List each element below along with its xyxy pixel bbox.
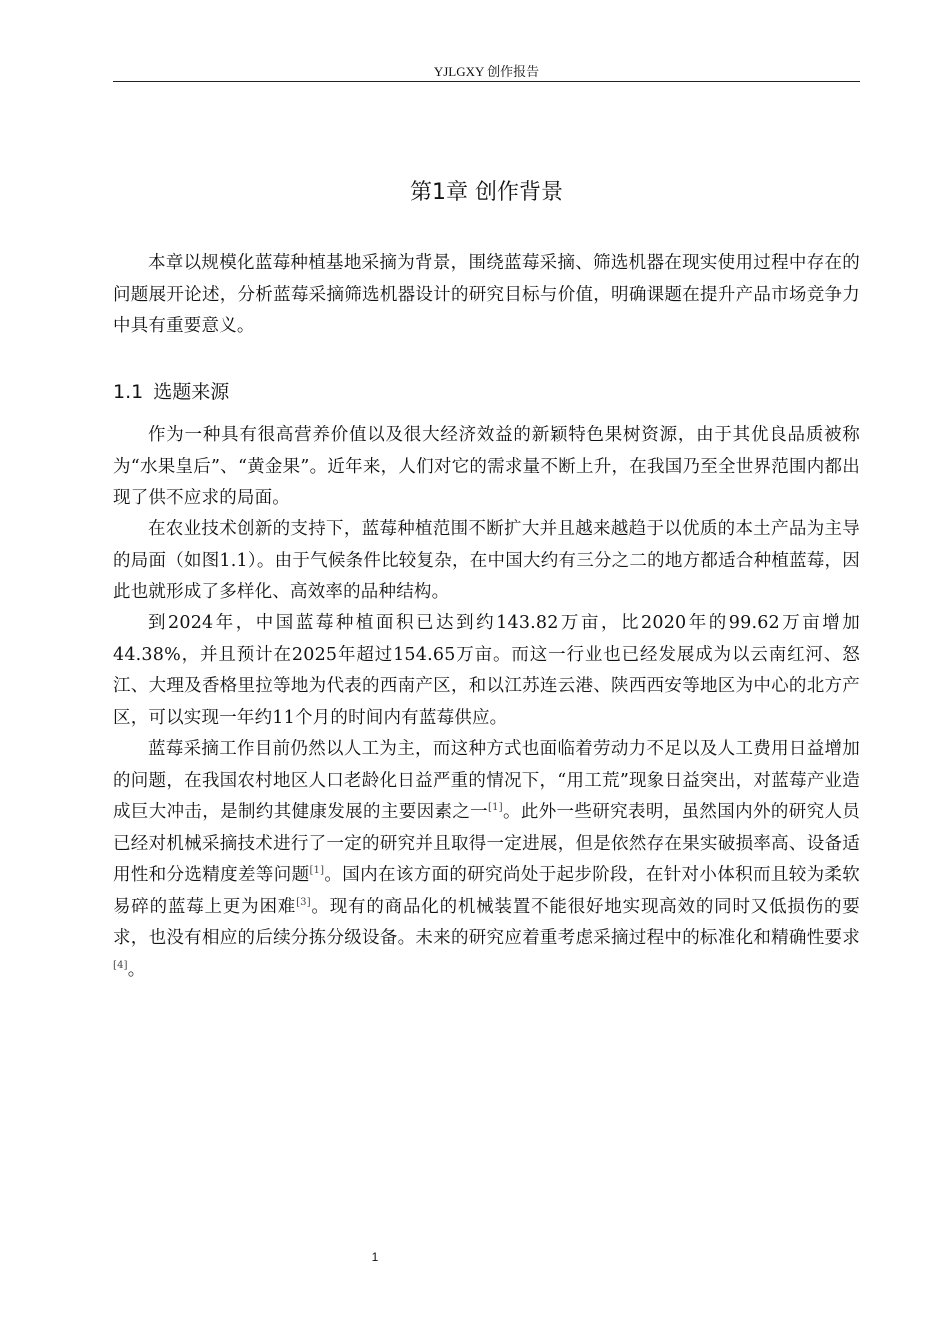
paragraph-4-text-1: 蓝莓采摘工作目前仍然以人工为主，而这种方式也面临着劳动力不足以及人工费用日益增加的问题，在我国农村地区人口老龄化日益严重的情况下，“用工荒”现象日益突出，对蓝莓产业造成巨大冲击，是制约其健康发展的主要因素之一 <box>113 739 860 822</box>
section-heading <box>113 377 860 407</box>
section-title: 选题来源 <box>153 381 230 403</box>
paragraph-1: 作为一种具有很高营养价值以及很大经济效益的新颖特色果树资源，由于其优良品质被称为“水果皇后”、“黄金果”。近年来，人们对它的需求量不断上升，在我国乃至全世界范围内都出现了供不应求的局面。 <box>113 425 860 508</box>
paragraph-4-text-4: 。现有的商品化的机械装置不能很好地实现高效的同时又低损伤的要求，也没有相应的后续分拣分级设备。未来的研究应着重考虑采摘过程中的标准化和精确性要求 <box>113 896 861 948</box>
intro-paragraph: 本章以规模化蓝莓种植基地采摘为背景，围绕蓝莓采摘、筛选机器在现实使用过程中存在的问题展开论述，分析蓝莓采摘筛选机器设计的研究目标与价值，明确课题在提升产品市场竞争力中具有重要意义。 <box>113 253 860 336</box>
paragraph-4-text-5: 。 <box>127 959 146 980</box>
section-number: 1.1 <box>113 381 144 403</box>
running-header: YJLGXY 创作报告 <box>433 64 540 79</box>
page-number: 1 <box>371 1250 379 1264</box>
citation-1: [1] <box>488 802 503 814</box>
citation-3: [3] <box>296 896 311 908</box>
paragraph-4-text-2: 。此外一些研究表明，虽然国内外的研究人员已经对机械采摘技术进行了一定的研究并且取得一定进展，但是依然存在果实破损率高、设备适用性和分选精度差等问题 <box>113 802 860 885</box>
paragraph-2: 在农业技术创新的支持下，蓝莓种植范围不断扩大并且越来越趋于以优质的本土产品为主导的局面（如图1.1）。由于气候条件比较复杂，在中国大约有三分之二的地方都适合种植蓝莓，因此也就形成了多样化、高效率的品种结构。 <box>113 519 860 602</box>
paragraph-3: 到2024年，中国蓝莓种植面积已达到约143.82万亩，比2020年的99.62万亩增加44.38%，并且预计在2025年超过154.65万亩。而这一行业也已经发展成为以云南红河、怒江、大理及香格里拉等地为代表的西南产区，和以江苏连云港、陕西西安等地区为中心的北方产区，可以实现一年约11个月的时间内有蓝莓供应。 <box>113 613 860 728</box>
citation-4: [4] <box>113 959 128 971</box>
paragraph-4-text-3: 。国内在该方面的研究尚处于起步阶段，在针对小体积而且较为柔软易碎的蓝莓上更为困难 <box>113 865 860 917</box>
chapter-title: 第1章 创作背景 <box>410 180 563 205</box>
citation-2: [1] <box>309 865 325 877</box>
header-rule <box>113 81 860 82</box>
paragraph-4 <box>113 734 860 986</box>
